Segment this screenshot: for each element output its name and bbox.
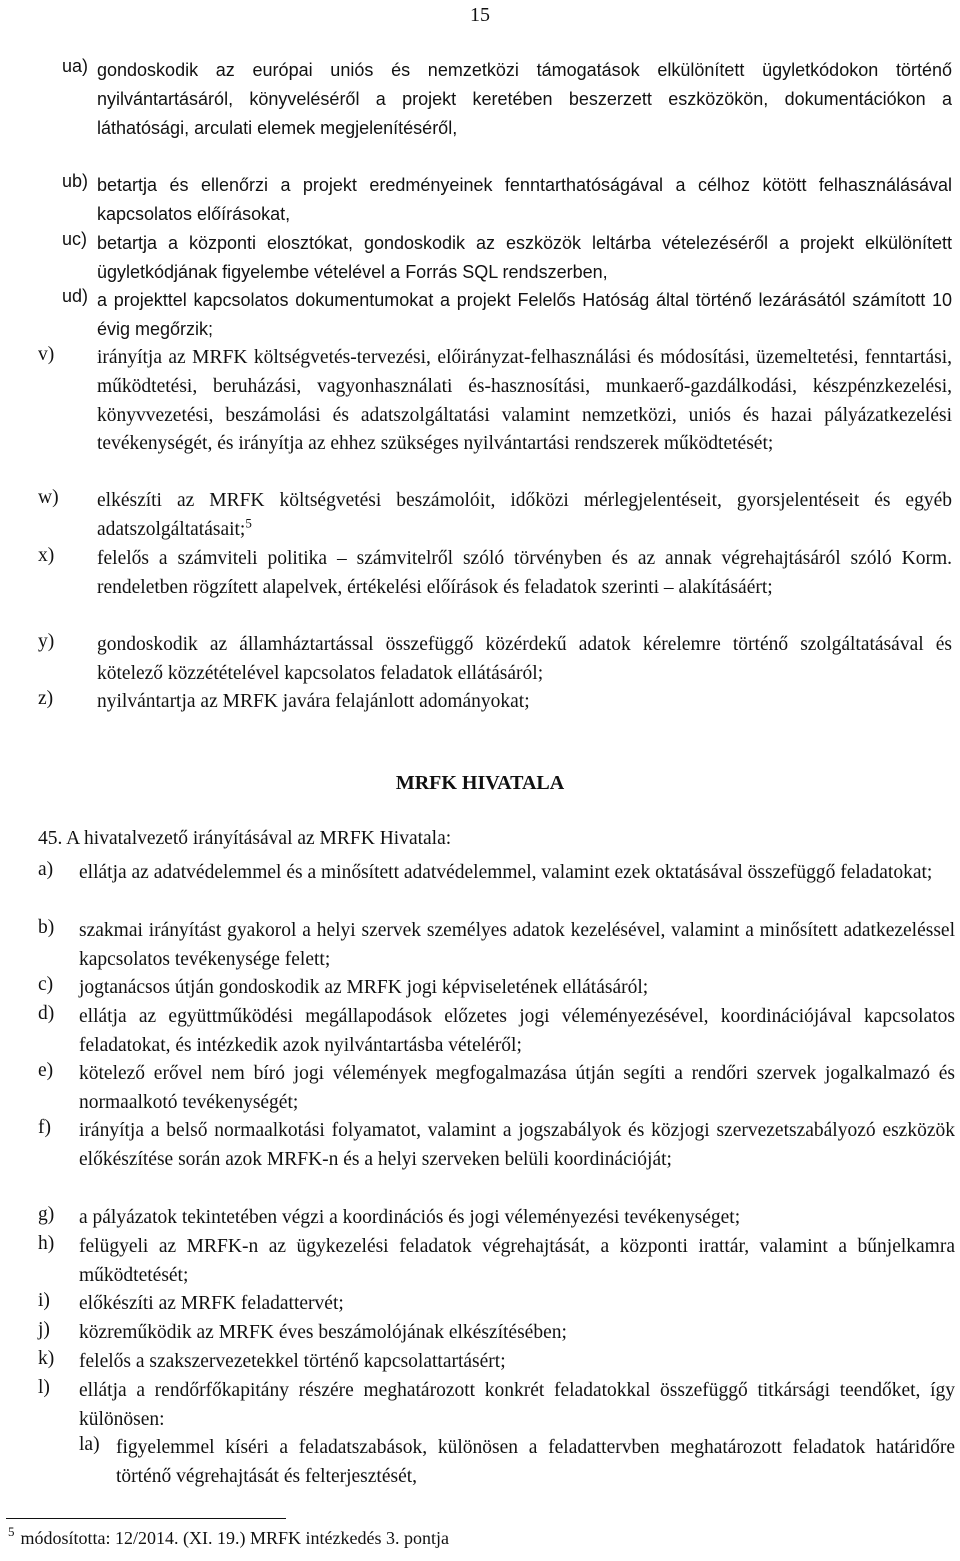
item-label: x) — [38, 545, 55, 566]
item-text: irányítja az MRFK költségvetés-tervezési, előirányzat-felhasználási és módosítási, üzemeltetési, fenntartási, működtetési, beruházási, vagyonhasználati és-hasznosítási, munkaerő-gazdálkodási, készpénzkezelési, könyvvezetési, beszámolási és adatszolgáltatási valamint nemzetközi, uniós és hazai pályázatkezelési tevékenységét, és irányítja az ehhez szükséges nyilvántartási rendszerek működtetését; — [97, 347, 952, 455]
item-label: b) — [38, 917, 55, 938]
item-text: felügyeli az MRFK-n az ügykezelési feladatok végrehajtását, a központi irattár, valamint a bűnjelkamra működtetését; — [79, 1236, 955, 1286]
item-label: ub) — [62, 171, 89, 191]
item-text: gondoskodik az európai uniós és nemzetközi támogatások elkülönített ügyletkódokon történő nyilvántartásáról, könyveléséről a projekt keretében beszerzett eszközökön, dokumentációkon a láthatósági, arculati elemek megjelenítéséről, — [97, 60, 952, 138]
item-text: figyelemmel kíséri a feladatszabások, különösen a feladattervben meghatározott feladatok határidőre történő végrehajtását és felterjesztését, — [116, 1437, 955, 1487]
footnote — [8, 1524, 449, 1549]
item-text — [97, 487, 952, 545]
item-text-body: elkészíti az MRFK költségvetési beszámolóit, időközi mérlegjelentéseit, gyorsjelentéseit és egyéb adatszolgáltatásait; — [97, 490, 952, 540]
item-text: gondoskodik az államháztartással összefüggő közérdekű adatok kérelemre történő szolgáltatásával és kötelező közzétételével kapcsolatos feladatok ellátásáról; — [97, 634, 952, 684]
item-label: j) — [38, 1319, 50, 1340]
item-label: k) — [38, 1348, 55, 1369]
item-text: ellátja az adatvédelemmel és a minősített adatvédelemmel, valamint ezek oktatásával összefüggő feladatokat; — [79, 862, 933, 883]
item-text: előkészíti az MRFK feladattervét; — [79, 1293, 344, 1314]
section-heading: MRFK HIVATALA — [395, 772, 565, 794]
item-text: betartja és ellenőrzi a projekt eredményeinek fenntarthatóságával a célhoz kötött felhasználásával kapcsolatos előírásokat, — [97, 175, 952, 224]
item-label: la) — [79, 1434, 100, 1455]
item-label: uc) — [62, 229, 88, 249]
item-text: betartja a központi elosztókat, gondoskodik az eszközök leltárba vételezéséről a projekt elkülönített ügyletkódjának figyelembe vételével a Forrás SQL rendszerben, — [97, 233, 952, 282]
item-label: g) — [38, 1204, 55, 1225]
item-label: v) — [38, 344, 55, 365]
footnote-separator — [6, 1518, 286, 1519]
item-label: z) — [38, 688, 54, 709]
item-text: kötelező erővel nem bíró jogi vélemények megfogalmazása útján segíti a rendőri szervek jogalkalmazó és normaalkotó tevékenységét; — [79, 1063, 955, 1113]
item-text: közreműködik az MRFK éves beszámolójának elkészítésében; — [79, 1322, 567, 1343]
page-number: 15 — [470, 4, 490, 26]
item-label: a) — [38, 859, 54, 880]
section-intro: 45. A hivatalvezető irányításával az MRFK Hivatala: — [38, 828, 452, 849]
item-text: a pályázatok tekintetében végzi a koordinációs és jogi véleményezési tevékenységet; — [79, 1207, 741, 1228]
footnote-reference: 5 — [245, 515, 252, 531]
item-label: w) — [38, 487, 59, 508]
item-label: l) — [38, 1377, 50, 1398]
item-label: y) — [38, 631, 55, 652]
item-label: h) — [38, 1233, 55, 1254]
footnote-text: módosította: 12/2014. (XI. 19.) MRFK intézkedés 3. pontja — [20, 1528, 449, 1548]
item-text: a projekttel kapcsolatos dokumentumokat a projekt Felelős Hatóság által történő lezárásától számított 10 évig megőrzik; — [97, 290, 952, 339]
item-text: felelős a szakszervezetekkel történő kapcsolattartásért; — [79, 1351, 506, 1372]
item-label: ua) — [62, 56, 89, 76]
item-label: d) — [38, 1003, 55, 1024]
item-label: f) — [38, 1117, 51, 1138]
item-text: ellátja a rendőrfőkapitány részére meghatározott konkrét feladatokkal összefüggő titkársági teendőket, így különösen: — [79, 1380, 955, 1430]
footnote-mark: 5 — [8, 1524, 15, 1539]
item-text: ellátja az együttműködési megállapodások előzetes jogi véleményezésével, koordinációjával kapcsolatos feladatokat, és intézkedik azok nyilvántartásba vételéről; — [79, 1006, 955, 1056]
item-label: e) — [38, 1060, 54, 1081]
item-label: ud) — [62, 286, 89, 306]
item-text: jogtanácsos útján gondoskodik az MRFK jogi képviseletének ellátásáról; — [79, 977, 649, 998]
item-text: irányítja a belső normaalkotási folyamatot, valamint a jogszabályok és közjogi szervezetszabályozó eszközök előkészítése során azok MRFK-n és a helyi szerveken belüli koordinációját; — [79, 1120, 955, 1170]
item-label: c) — [38, 974, 54, 995]
item-label: i) — [38, 1290, 50, 1311]
item-text: nyilvántartja az MRFK javára felajánlott adományokat; — [97, 691, 530, 712]
item-text: felelős a számviteli politika – számvitelről szóló törvényben és az annak végrehajtásáról szóló Korm. rendeletben rögzített alapelvek, értékelési előírások és feladatok szerinti – alakításáért; — [97, 548, 952, 598]
item-text: szakmai irányítást gyakorol a helyi szervek személyes adatok kezelésével, valamint a minősített adatkezeléssel kapcsolatos tevékenysége felett; — [79, 920, 955, 970]
